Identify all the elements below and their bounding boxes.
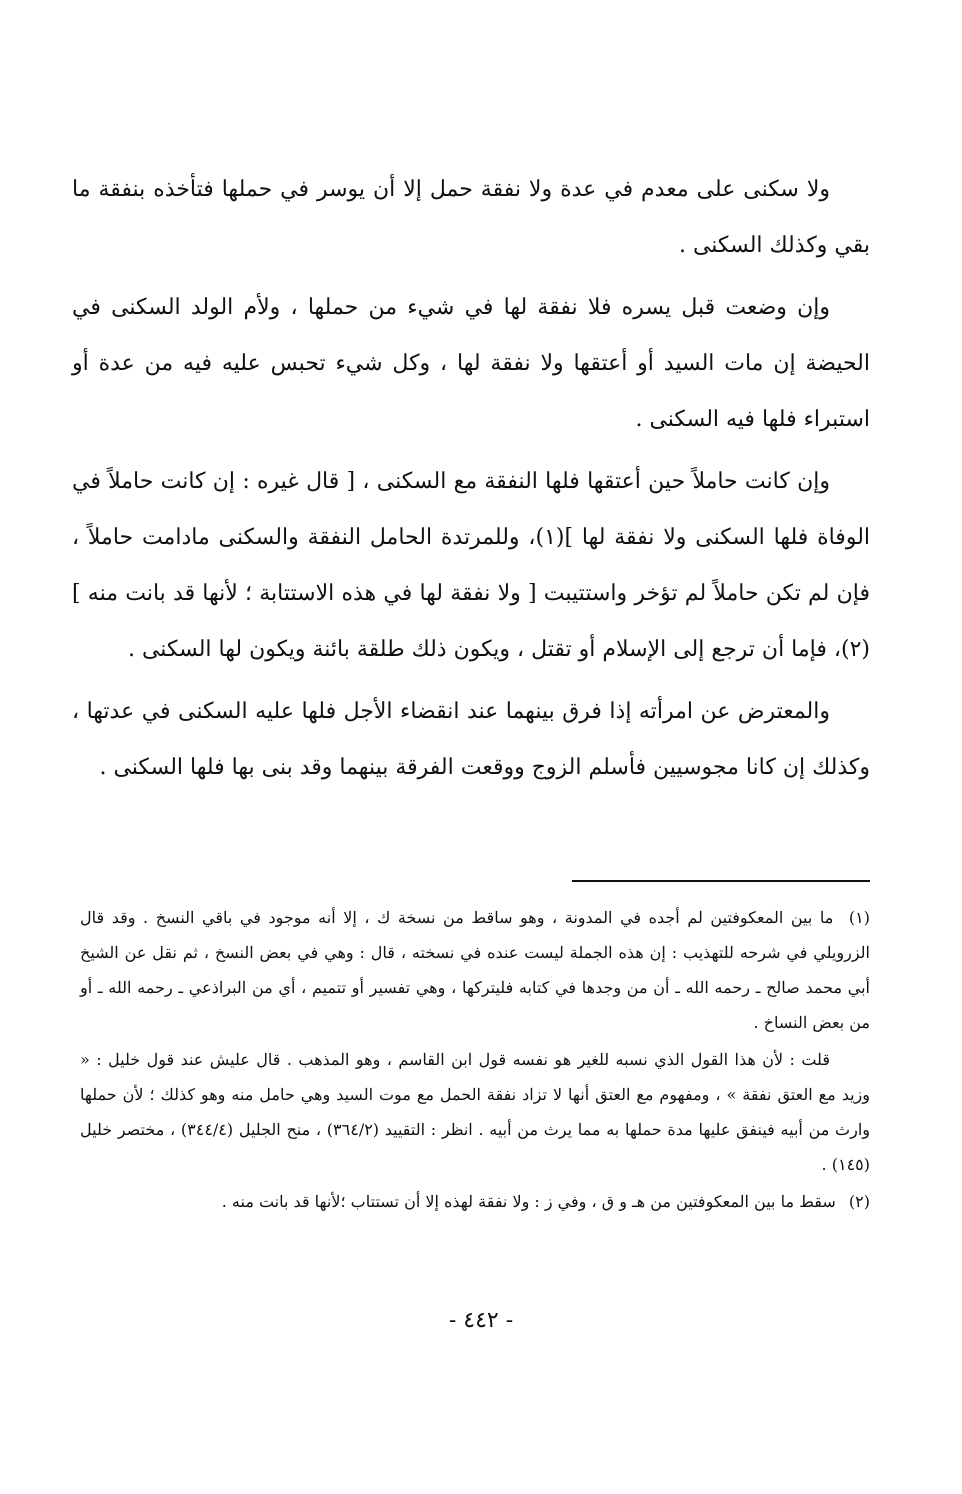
footnote-1-continuation: [80, 1042, 870, 1182]
paragraph-2: وإن وضعت قبل يسره فلا نفقة لها في شيء من حملها ، ولأم الولد السكنى في الحيضة إن مات السيد أو أعتقها ولا نفقة لها ، وكل شيء تحبس عليه فيه من عدة أو استبراء فلها فيه السكنى .: [72, 295, 870, 432]
footnote-1-continuation-text: قلت : لأن هذا القول الذي نسبه للغير هو نفسه قول ابن القاسم ، وهو المذهب . قال عليش عند قول خليل : « وزيد مع العتق نفقة » ، ومفهوم مع العتق أنها لا تزاد نفقة الحمل مع موت السيد وهي حامل منه وهو كذلك ؛ لأن حملها وارث من أبيه فينفق عليها مدة حملها به مما يرث من أبيه . انظر : التقييد (٣٦٤/٢) ، منح الجليل (٣٤٤/٤) ، مختصر خليل (١٤٥) .: [80, 1050, 870, 1174]
paragraph-4: والمعترض عن امرأته إذا فرق بينهما عند انقضاء الأجل فلها عليه السكنى في عدتها ، وكذلك إن كانا مجوسيين فأسلم الزوج ووقعت الفرقة بينهما وقد بنى بها فلها السكنى .: [72, 699, 870, 780]
footnote-separator: [572, 880, 870, 882]
footnote-2: [80, 1184, 870, 1219]
footnote-1-marker: (١): [848, 908, 871, 927]
footnotes: [80, 900, 870, 1221]
paragraph-1: ولا سكنى على معدم في عدة ولا نفقة حمل إلا أن يوسر في حملها فتأخذه بنفقة ما بقي وكذلك السكنى .: [72, 177, 870, 258]
page-number: - ٤٤٢ -: [448, 1308, 514, 1333]
footnote-1-text: ما بين المعكوفتين لم أجده في المدونة ، وهو ساقط من نسخة ك ، إلا أنه موجود في باقي النسخ . وقد قال الزرويلي في شرحه للتهذيب : إن هذه الجملة ليست عنده في نسخته ، قال : وهي في بعض النسخ ، ثم نقل عن الشيخ أبي محمد صالح ـ رحمه الله ـ أن من وجدها في كتابه فليتركها ، وهي تفسير أو تتميم ، أي من البراذعي ـ رحمه الله ـ أو من بعض النساخ .: [80, 908, 871, 1032]
footnote-2-marker: (٢): [848, 1192, 870, 1211]
footnote-1: [80, 900, 870, 1040]
paragraph-3: وإن كانت حاملاً حين أعتقها فلها النفقة مع السكنى ، [ قال غيره : إن كانت حاملاً في الوفاة فلها السكنى ولا نفقة لها ](١)، وللمرتدة الحامل النفقة والسكنى مادامت حاملاً ، فإن لم تكن حاملاً لم تؤخر واستتيبت [ ولا نفقة لها في هذه الاستتابة ؛ لأنها قد بانت منه ](٢)، فإما أن ترجع إلى الإسلام أو تقتل ، ويكون ذلك طلقة بائنة ويكون لها السكنى .: [72, 469, 871, 662]
footnote-2-text: سقط ما بين المعكوفتين من هـ و ق ، وفي ز : ولا نفقة لهذه إلا أن تستتاب ؛لأنها قد بانت منه .: [221, 1192, 836, 1211]
main-text: [72, 162, 870, 802]
